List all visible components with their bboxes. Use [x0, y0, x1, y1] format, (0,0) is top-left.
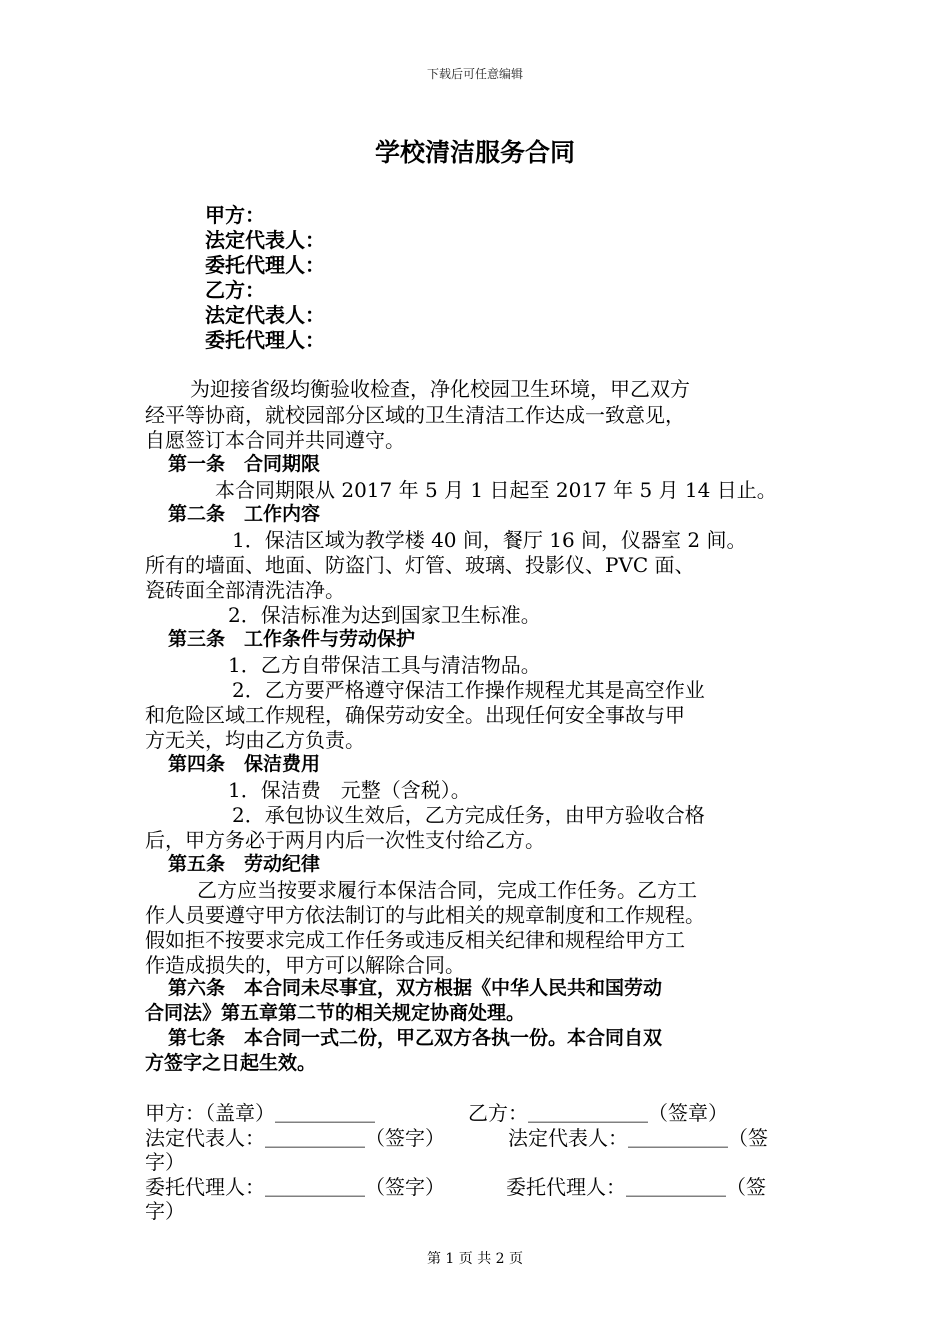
- signature-party-b: 乙方：＿＿＿＿＿＿（签章）: [468, 1101, 728, 1125]
- signature-wrap-text: 字）: [145, 1150, 185, 1174]
- document-title: 学校清洁服务合同: [374, 138, 575, 167]
- article-7-text: 第七条 本合同一式二份，甲乙双方各执一份。本合同自双: [168, 1027, 663, 1049]
- article-3-heading: 第三条 工作条件与劳动保护: [168, 628, 416, 650]
- article-2-text: 所有的墙面、地面、防盗门、灯管、玻璃、投影仪、PVC 面、: [145, 553, 695, 577]
- article-3-text: 方无关，均由乙方负责。: [145, 728, 365, 752]
- article-1-text: 本合同期限从 2017 年 5 月 1 日起至 2017 年 5 月 14 日止。: [215, 478, 777, 502]
- intro-line: 经平等协商，就校园部分区域的卫生清洁工作达成一致意见，: [145, 403, 685, 427]
- signature-party-b-legal-rep: 法定代表人：＿＿＿＿＿（签: [508, 1126, 768, 1150]
- article-3-text: 和危险区域工作规程，确保劳动安全。出现任何安全事故与甲: [145, 703, 685, 727]
- article-4-text: 后，甲方务必于两月内后一次性支付给乙方。: [145, 828, 545, 852]
- article-5-text: 假如拒不按要求完成工作任务或违反相关纪律和规程给甲方工: [145, 928, 685, 952]
- party-b-label: 乙方：: [205, 278, 265, 302]
- party-a-legal-rep-label: 法定代表人：: [205, 228, 325, 252]
- signature-party-a-agent: 委托代理人：＿＿＿＿＿（签字）: [145, 1175, 445, 1199]
- article-5-text: 作造成损失的，甲方可以解除合同。: [145, 953, 465, 977]
- party-b-legal-rep-label: 法定代表人：: [205, 303, 325, 327]
- intro-line: 为迎接省级均衡验收检查，净化校园卫生环境，甲乙双方: [190, 377, 690, 401]
- article-2-heading: 第二条 工作内容: [168, 503, 321, 525]
- article-4-heading: 第四条 保洁费用: [168, 753, 321, 775]
- article-4-text: 1．保洁费 元整（含税）。: [228, 778, 471, 802]
- article-4-text: 2．承包协议生效后，乙方完成任务，由甲方验收合格: [232, 803, 705, 827]
- article-3-text: 1．乙方自带保洁工具与清洁物品。: [228, 653, 541, 677]
- intro-line: 自愿签订本合同并共同遵守。: [145, 428, 405, 452]
- party-b-agent-label: 委托代理人：: [205, 328, 325, 352]
- article-2-text: 瓷砖面全部清洗洁净。: [145, 578, 345, 602]
- article-2-text: 1．保洁区域为教学楼 40 间，餐厅 16 间，仪器室 2 间。: [232, 528, 747, 552]
- article-7-text: 方签字之日起生效。: [145, 1052, 317, 1074]
- page-number: 第 1 页 共 2 页: [426, 1251, 524, 1267]
- article-5-text: 作人员要遵守甲方依法制订的与此相关的规章制度和工作规程。: [145, 903, 705, 927]
- article-6-text: 第六条 本合同未尽事宜，双方根据《中华人民共和国劳动: [168, 977, 663, 999]
- signature-wrap-text: 字）: [145, 1199, 185, 1223]
- party-a-agent-label: 委托代理人：: [205, 253, 325, 277]
- header-note: 下载后可任意编辑: [426, 67, 523, 81]
- article-5-heading: 第五条 劳动纪律: [168, 853, 321, 875]
- party-a-label: 甲方：: [205, 203, 265, 227]
- signature-party-b-agent: 委托代理人：＿＿＿＿＿（签: [506, 1175, 766, 1199]
- article-5-text: 乙方应当按要求履行本保洁合同，完成工作任务。乙方工: [197, 878, 697, 902]
- article-1-heading: 第一条 合同期限: [168, 453, 321, 475]
- article-3-text: 2．乙方要严格遵守保洁工作操作规程尤其是高空作业: [232, 678, 705, 702]
- signature-party-a-legal-rep: 法定代表人：＿＿＿＿＿（签字）: [145, 1126, 445, 1150]
- signature-party-a: 甲方：（盖章）＿＿＿＿＿: [145, 1101, 375, 1125]
- article-2-text: 2．保洁标准为达到国家卫生标准。: [228, 603, 541, 627]
- article-6-text: 合同法》第五章第二节的相关规定协商处理。: [145, 1002, 526, 1024]
